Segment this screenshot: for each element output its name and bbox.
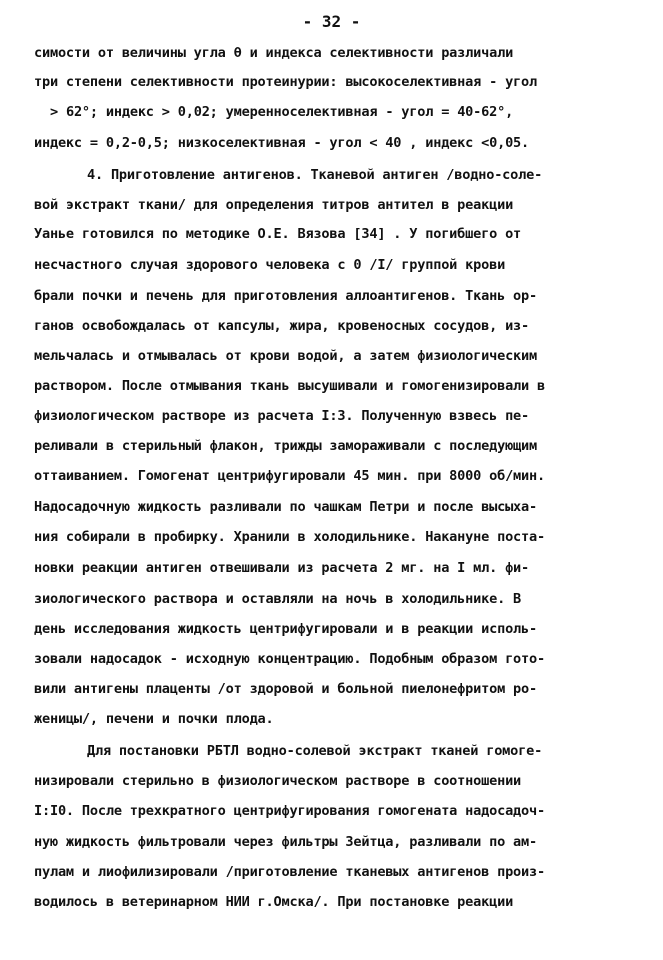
paragraph-first-line: Для постановки РБТЛ водно-солевой экстракт тканей гомоге-	[87, 743, 543, 759]
text-line: I:I0. После трехкратного центрифугирования гомогената надосадоч-	[34, 803, 545, 819]
text-line: раствором. После отмывания ткань высушивали и гомогенизировали в	[34, 378, 545, 394]
text-line: реливали в стерильный флакон, трижды замораживали с последующим	[34, 438, 538, 454]
text-line: пулам и лиофилизировали /приготовление тканевых антигенов произ-	[34, 864, 545, 880]
text-line: зовали надосадок - исходную концентрацию. Подобным образом гото-	[34, 651, 545, 667]
text-line: > 62°; индекс > 0,02; умеренноселективная - угол = 40-62°,	[50, 104, 514, 120]
text-line: водилось в ветеринарном НИИ г.Омска/. При постановке реакции	[34, 894, 514, 910]
text-line: низировали стерильно в физиологическом растворе в соотношении	[34, 773, 522, 789]
text-line: ганов освобождалась от капсулы, жира, кровеносных сосудов, из-	[34, 318, 530, 334]
text-line: оттаиванием. Гомогенат центрифугировали 45 мин. при 8000 об/мин.	[34, 468, 545, 484]
text-line: симости от величины угла θ и индекса селективности различали	[34, 45, 514, 61]
text-line: женицы/, печени и почки плода.	[34, 711, 274, 727]
text-line: зиологического раствора и оставляли на ночь в холодильнике. В	[34, 591, 522, 607]
text-line: ния собирали в пробирку. Хранили в холодильнике. Накануне поста-	[34, 529, 545, 545]
text-line: индекс = 0,2-0,5; низкоселективная - угол < 40 , индекс <0,05.	[34, 135, 530, 151]
text-line: вили антигены плаценты /от здоровой и больной пиелонефритом ро-	[34, 681, 538, 697]
page-number: - 32 -	[302, 12, 361, 31]
text-line: ную жидкость фильтровали через фильтры Зейтца, разливали по ам-	[34, 834, 538, 850]
text-line: несчастного случая здорового человека с 0 /I/ группой крови	[34, 257, 506, 273]
text-line: три степени селективности протеинурии: высокоселективная - угол	[34, 74, 538, 90]
text-line: мельчалась и отмывалась от крови водой, а затем физиологическим	[34, 348, 538, 364]
text-line: день исследования жидкость центрифугировали и в реакции исполь-	[34, 621, 538, 637]
paragraph-first-line: 4. Приготовление антигенов. Тканевой антиген /водно-соле-	[87, 167, 543, 183]
text-line: брали почки и печень для приготовления аллоантигенов. Ткань ор-	[34, 288, 538, 304]
text-line: Уанье готовился по методике О.Е. Вязова [34] . У погибшего от	[34, 226, 522, 242]
text-line: новки реакции антиген отвешивали из расчета 2 мг. на I мл. фи-	[34, 560, 530, 576]
text-line: вой экстракт ткани/ для определения титров антител в реакции	[34, 197, 514, 213]
text-line: физиологическом растворе из расчета I:3. Полученную взвесь пе-	[34, 408, 530, 424]
text-line: Надосадочную жидкость разливали по чашкам Петри и после высыха-	[34, 499, 538, 515]
